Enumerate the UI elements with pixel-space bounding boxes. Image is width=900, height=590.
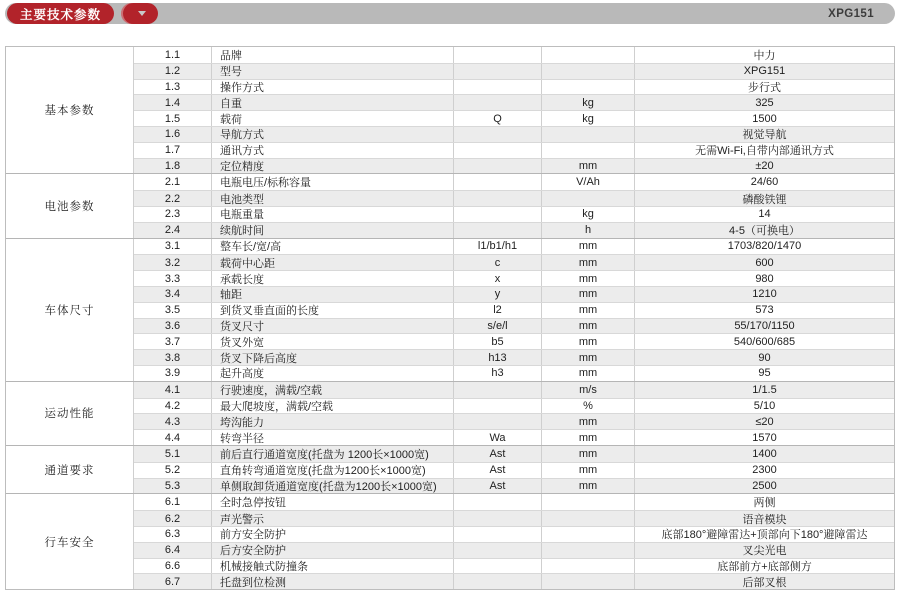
param-name: 垮沟能力	[211, 414, 453, 429]
param-name: 货叉外宽	[211, 334, 453, 349]
table-row	[134, 47, 894, 63]
param-value: 55/170/1150	[634, 319, 894, 334]
param-value: 24/60	[634, 174, 894, 190]
category-cell: 运动性能	[6, 382, 134, 445]
table-section	[6, 493, 894, 589]
param-value: 底部180°避障雷达+顶部向下180°避障雷达	[634, 527, 894, 542]
param-unit: mm	[541, 479, 634, 494]
row-number: 4.4	[164, 431, 181, 444]
param-symbol	[453, 494, 541, 510]
param-unit: kg	[541, 207, 634, 222]
param-name: 托盘到位检测	[211, 574, 453, 589]
param-name: 整车长/宽/高	[211, 239, 453, 255]
row-number: 3.7	[164, 335, 181, 348]
param-symbol: Ast	[453, 446, 541, 462]
table-row	[134, 318, 894, 334]
param-unit	[541, 574, 634, 589]
header-bar	[5, 3, 895, 24]
param-unit: V/Ah	[541, 174, 634, 190]
param-symbol: h13	[453, 350, 541, 365]
param-symbol: l2	[453, 303, 541, 318]
row-number: 3.9	[164, 367, 181, 380]
param-symbol: s/e/l	[453, 319, 541, 334]
param-name: 定位精度	[211, 159, 453, 174]
param-symbol	[453, 47, 541, 63]
table-row	[134, 79, 894, 95]
table-section	[6, 173, 894, 237]
table-section	[6, 47, 894, 173]
param-unit: mm	[541, 287, 634, 302]
param-value: XPG151	[634, 64, 894, 79]
param-value: 90	[634, 350, 894, 365]
table-section	[6, 238, 894, 381]
param-value: 980	[634, 271, 894, 286]
table-row	[134, 558, 894, 574]
table-row	[134, 429, 894, 445]
param-symbol	[453, 527, 541, 542]
param-value: ≤20	[634, 414, 894, 429]
category-cell: 行车安全	[6, 494, 134, 589]
table-row	[134, 110, 894, 126]
param-unit	[541, 494, 634, 510]
param-name: 前方安全防护	[211, 527, 453, 542]
row-number: 6.1	[164, 496, 181, 509]
param-value: 2300	[634, 463, 894, 478]
param-symbol	[453, 399, 541, 414]
table-row	[134, 126, 894, 142]
table-row	[134, 398, 894, 414]
param-symbol	[453, 223, 541, 238]
param-value: 叉尖光电	[634, 543, 894, 558]
param-value: 95	[634, 366, 894, 381]
param-name: 转弯半径	[211, 430, 453, 445]
param-unit: mm	[541, 430, 634, 445]
param-name: 全时急停按钮	[211, 494, 453, 510]
caret-down-icon	[138, 11, 146, 16]
row-number: 2.2	[164, 192, 181, 205]
param-symbol: c	[453, 255, 541, 270]
param-value: 1/1.5	[634, 382, 894, 398]
param-unit: mm	[541, 350, 634, 365]
param-unit: mm	[541, 159, 634, 174]
table-row	[134, 510, 894, 526]
param-value: 4-5（可换电）	[634, 223, 894, 238]
table-row	[134, 333, 894, 349]
param-unit	[541, 47, 634, 63]
param-name: 载荷中心距	[211, 255, 453, 270]
param-unit	[541, 191, 634, 206]
param-value: 步行式	[634, 80, 894, 95]
model-label: XPG151	[828, 7, 874, 20]
row-number: 2.3	[164, 208, 181, 221]
param-name: 续航时间	[211, 223, 453, 238]
param-symbol	[453, 174, 541, 190]
param-value: 600	[634, 255, 894, 270]
param-value: 中力	[634, 47, 894, 63]
param-name: 轴距	[211, 287, 453, 302]
param-symbol: y	[453, 287, 541, 302]
param-name: 最大爬坡度，满载/空载	[211, 399, 453, 414]
param-value: 两侧	[634, 494, 894, 510]
table-row	[134, 573, 894, 589]
row-number: 3.4	[164, 288, 181, 301]
param-symbol	[453, 543, 541, 558]
param-symbol	[453, 127, 541, 142]
table-row	[134, 413, 894, 429]
row-number: 5.1	[164, 447, 181, 460]
param-value: ±20	[634, 159, 894, 174]
table-row	[134, 478, 894, 494]
param-unit: mm	[541, 319, 634, 334]
param-value: 14	[634, 207, 894, 222]
row-number: 1.8	[164, 159, 181, 172]
param-value: 1570	[634, 430, 894, 445]
param-name: 前后直行通道宽度(托盘为 1200长×1000宽)	[211, 446, 453, 462]
param-unit: h	[541, 223, 634, 238]
table-row	[134, 63, 894, 79]
table-row	[134, 446, 894, 462]
table-row	[134, 494, 894, 510]
param-name: 起升高度	[211, 366, 453, 381]
param-value: 语音模块	[634, 511, 894, 526]
param-unit	[541, 543, 634, 558]
row-number: 1.4	[164, 96, 181, 109]
row-number: 1.6	[164, 128, 181, 141]
table-row	[134, 174, 894, 190]
table-section	[6, 445, 894, 493]
param-symbol	[453, 511, 541, 526]
row-number: 6.4	[164, 544, 181, 557]
param-unit: mm	[541, 463, 634, 478]
table-row	[134, 94, 894, 110]
category-cell: 车体尺寸	[6, 239, 134, 381]
param-symbol	[453, 191, 541, 206]
param-unit: mm	[541, 303, 634, 318]
row-number: 3.3	[164, 272, 181, 285]
param-name: 行驶速度，满载/空载	[211, 382, 453, 398]
param-symbol	[453, 95, 541, 110]
table-row	[134, 542, 894, 558]
row-number: 3.2	[164, 256, 181, 269]
table-row	[134, 462, 894, 478]
param-value: 1400	[634, 446, 894, 462]
param-symbol	[453, 559, 541, 574]
param-symbol: l1/b1/h1	[453, 239, 541, 255]
param-name: 后方安全防护	[211, 543, 453, 558]
row-number: 1.3	[164, 80, 181, 93]
table-row	[134, 222, 894, 238]
table-row	[134, 142, 894, 158]
param-symbol	[453, 207, 541, 222]
spec-table	[5, 46, 895, 590]
table-section	[6, 381, 894, 445]
param-symbol: Ast	[453, 479, 541, 494]
row-number: 2.4	[164, 224, 181, 237]
param-unit	[541, 143, 634, 158]
param-name: 导航方式	[211, 127, 453, 142]
table-row	[134, 365, 894, 381]
param-name: 自重	[211, 95, 453, 110]
param-symbol	[453, 80, 541, 95]
param-unit: mm	[541, 446, 634, 462]
row-number: 6.3	[164, 528, 181, 541]
param-unit: kg	[541, 111, 634, 126]
param-symbol	[453, 414, 541, 429]
row-number: 1.5	[164, 112, 181, 125]
param-symbol	[453, 574, 541, 589]
table-row	[134, 190, 894, 206]
param-unit: mm	[541, 414, 634, 429]
param-name: 单侧取卸货通道宽度(托盘为1200长×1000宽)	[211, 479, 453, 494]
param-unit	[541, 559, 634, 574]
table-row	[134, 206, 894, 222]
param-symbol: Ast	[453, 463, 541, 478]
param-unit	[541, 511, 634, 526]
param-name: 电池类型	[211, 191, 453, 206]
param-value: 视觉导航	[634, 127, 894, 142]
row-number: 3.8	[164, 351, 181, 364]
category-cell: 通道要求	[6, 446, 134, 493]
param-symbol: x	[453, 271, 541, 286]
param-name: 机械接触式防撞条	[211, 559, 453, 574]
param-name: 货叉下降后高度	[211, 350, 453, 365]
param-value: 无需Wi-Fi,自带内部通讯方式	[634, 143, 894, 158]
row-number: 3.6	[164, 319, 181, 332]
param-value: 1500	[634, 111, 894, 126]
param-unit: mm	[541, 366, 634, 381]
param-unit: mm	[541, 334, 634, 349]
table-row	[134, 286, 894, 302]
param-symbol: b5	[453, 334, 541, 349]
row-number: 4.3	[164, 415, 181, 428]
table-row	[134, 302, 894, 318]
param-unit: kg	[541, 95, 634, 110]
param-unit	[541, 80, 634, 95]
row-number: 6.7	[164, 575, 181, 588]
param-unit	[541, 64, 634, 79]
param-symbol: Q	[453, 111, 541, 126]
param-unit	[541, 527, 634, 542]
param-name: 型号	[211, 64, 453, 79]
param-name: 载荷	[211, 111, 453, 126]
param-unit: m/s	[541, 382, 634, 398]
row-number: 5.2	[164, 464, 181, 477]
param-unit: %	[541, 399, 634, 414]
category-cell: 电池参数	[6, 174, 134, 237]
param-symbol	[453, 64, 541, 79]
row-number: 2.1	[164, 176, 181, 189]
param-symbol	[453, 159, 541, 174]
param-symbol: h3	[453, 366, 541, 381]
table-row	[134, 349, 894, 365]
row-number: 4.1	[164, 383, 181, 396]
param-name: 直角转弯通道宽度(托盘为1200长×1000宽)	[211, 463, 453, 478]
row-number: 6.6	[164, 559, 181, 572]
param-unit: mm	[541, 239, 634, 255]
param-value: 325	[634, 95, 894, 110]
table-row	[134, 270, 894, 286]
row-number: 5.3	[164, 479, 181, 492]
param-unit: mm	[541, 271, 634, 286]
param-value: 540/600/685	[634, 334, 894, 349]
row-number: 4.2	[164, 399, 181, 412]
param-value: 磷酸铁锂	[634, 191, 894, 206]
param-symbol	[453, 143, 541, 158]
param-name: 到货叉垂直面的长度	[211, 303, 453, 318]
row-number: 3.5	[164, 304, 181, 317]
param-symbol	[453, 382, 541, 398]
param-value: 底部前方+底部侧方	[634, 559, 894, 574]
table-row	[134, 239, 894, 255]
param-name: 电瓶电压/标称容量	[211, 174, 453, 190]
section-title-pill	[7, 3, 114, 24]
category-cell: 基本参数	[6, 47, 134, 173]
param-symbol: Wa	[453, 430, 541, 445]
row-number: 1.7	[164, 144, 181, 157]
table-row	[134, 158, 894, 174]
param-name: 承载长度	[211, 271, 453, 286]
param-name: 品牌	[211, 47, 453, 63]
table-row	[134, 382, 894, 398]
param-name: 通讯方式	[211, 143, 453, 158]
param-name: 电瓶重量	[211, 207, 453, 222]
param-name: 操作方式	[211, 80, 453, 95]
page-title: 主要技术参数	[20, 7, 102, 22]
param-value: 1703/820/1470	[634, 239, 894, 255]
param-name: 声光警示	[211, 511, 453, 526]
row-number: 1.2	[164, 65, 181, 78]
param-value: 573	[634, 303, 894, 318]
param-value: 1210	[634, 287, 894, 302]
param-unit	[541, 127, 634, 142]
row-number: 6.2	[164, 512, 181, 525]
row-number: 3.1	[164, 240, 181, 253]
param-value: 2500	[634, 479, 894, 494]
param-unit: mm	[541, 255, 634, 270]
row-number: 1.1	[164, 48, 181, 61]
dropdown-toggle-button[interactable]	[121, 3, 158, 24]
param-value: 5/10	[634, 399, 894, 414]
table-row	[134, 526, 894, 542]
param-name: 货叉尺寸	[211, 319, 453, 334]
param-value: 后部叉根	[634, 574, 894, 589]
table-row	[134, 254, 894, 270]
